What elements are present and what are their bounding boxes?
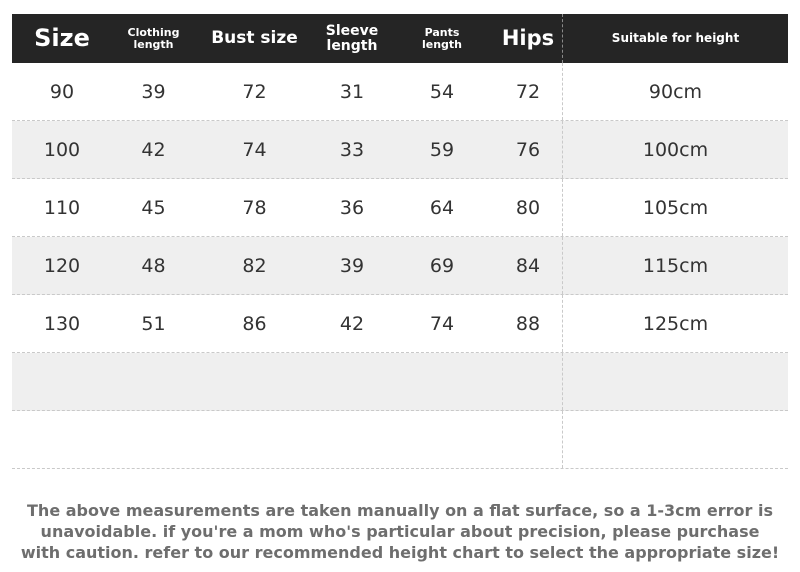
cell-hips: [494, 411, 562, 468]
cell-sleeve-length: 39: [339, 254, 365, 277]
cell-height: 105cm: [562, 179, 788, 236]
table-row: [12, 411, 788, 469]
cell-sleeve-length: [314, 411, 390, 468]
cell-sleeve-length: 36: [339, 196, 365, 219]
header-size: Size: [34, 23, 90, 52]
cell-clothing-length: 45: [141, 196, 166, 219]
cell-size: [12, 353, 112, 410]
cell-pants-length: 64: [429, 196, 455, 219]
cell-clothing-length: 51: [141, 312, 166, 335]
table-row: [12, 353, 788, 411]
cell-size: 110: [43, 196, 81, 219]
cell-sleeve-length: 42: [339, 312, 365, 335]
table-row: [12, 295, 788, 353]
cell-height: 100cm: [562, 121, 788, 178]
size-chart-table: [12, 14, 788, 469]
header-sleeve-length: Sleeve length: [325, 22, 379, 54]
cell-size: 130: [43, 312, 81, 335]
cell-clothing-length: 48: [141, 254, 166, 277]
header-clothing-length: Clothing length: [127, 25, 180, 51]
cell-bust-size: [195, 411, 314, 468]
cell-hips: 88: [515, 312, 541, 335]
cell-clothing-length: [112, 353, 195, 410]
cell-hips: [494, 353, 562, 410]
header-pants-length: Pants length: [421, 25, 463, 51]
cell-clothing-length: 39: [141, 80, 166, 103]
header-hips: Hips: [501, 26, 555, 51]
cell-sleeve-length: [314, 353, 390, 410]
cell-sleeve-length: 31: [339, 80, 365, 103]
cell-hips: 72: [515, 80, 541, 103]
cell-bust-size: 74: [242, 138, 267, 161]
cell-hips: 80: [515, 196, 541, 219]
cell-bust-size: 72: [242, 80, 267, 103]
cell-hips: 76: [515, 138, 541, 161]
cell-pants-length: 59: [429, 138, 455, 161]
cell-bust-size: 82: [242, 254, 267, 277]
cell-pants-length: 69: [429, 254, 455, 277]
table-row: [12, 121, 788, 179]
header-suitable-height: Suitable for height: [562, 14, 788, 63]
cell-size: [12, 411, 112, 468]
cell-height: 115cm: [562, 237, 788, 294]
measurement-note: The above measurements are taken manually on a flat surface, so a 1-3cm error is unavoidable. if you're a mom who's particular about precision, please purchase with caution. refer to our recommended height chart to select the appropriate size!: [20, 501, 780, 562]
cell-height: 125cm: [562, 295, 788, 352]
cell-size: 120: [43, 254, 81, 277]
cell-hips: 84: [515, 254, 541, 277]
cell-height: [562, 353, 788, 410]
table-row: [12, 237, 788, 295]
table-row: [12, 179, 788, 237]
cell-size: 90: [49, 80, 75, 103]
cell-height: 90cm: [562, 63, 788, 120]
cell-clothing-length: 42: [141, 138, 166, 161]
cell-size: 100: [43, 138, 81, 161]
cell-bust-size: 78: [242, 196, 267, 219]
cell-pants-length: [390, 411, 494, 468]
cell-sleeve-length: 33: [339, 138, 365, 161]
cell-pants-length: [390, 353, 494, 410]
table-header: [12, 14, 788, 63]
cell-pants-length: 74: [429, 312, 455, 335]
cell-clothing-length: [112, 411, 195, 468]
cell-bust-size: [195, 353, 314, 410]
cell-pants-length: 54: [429, 80, 455, 103]
cell-height: [562, 411, 788, 468]
header-bust-size: Bust size: [211, 27, 298, 48]
table-row: [12, 63, 788, 121]
cell-bust-size: 86: [242, 312, 267, 335]
